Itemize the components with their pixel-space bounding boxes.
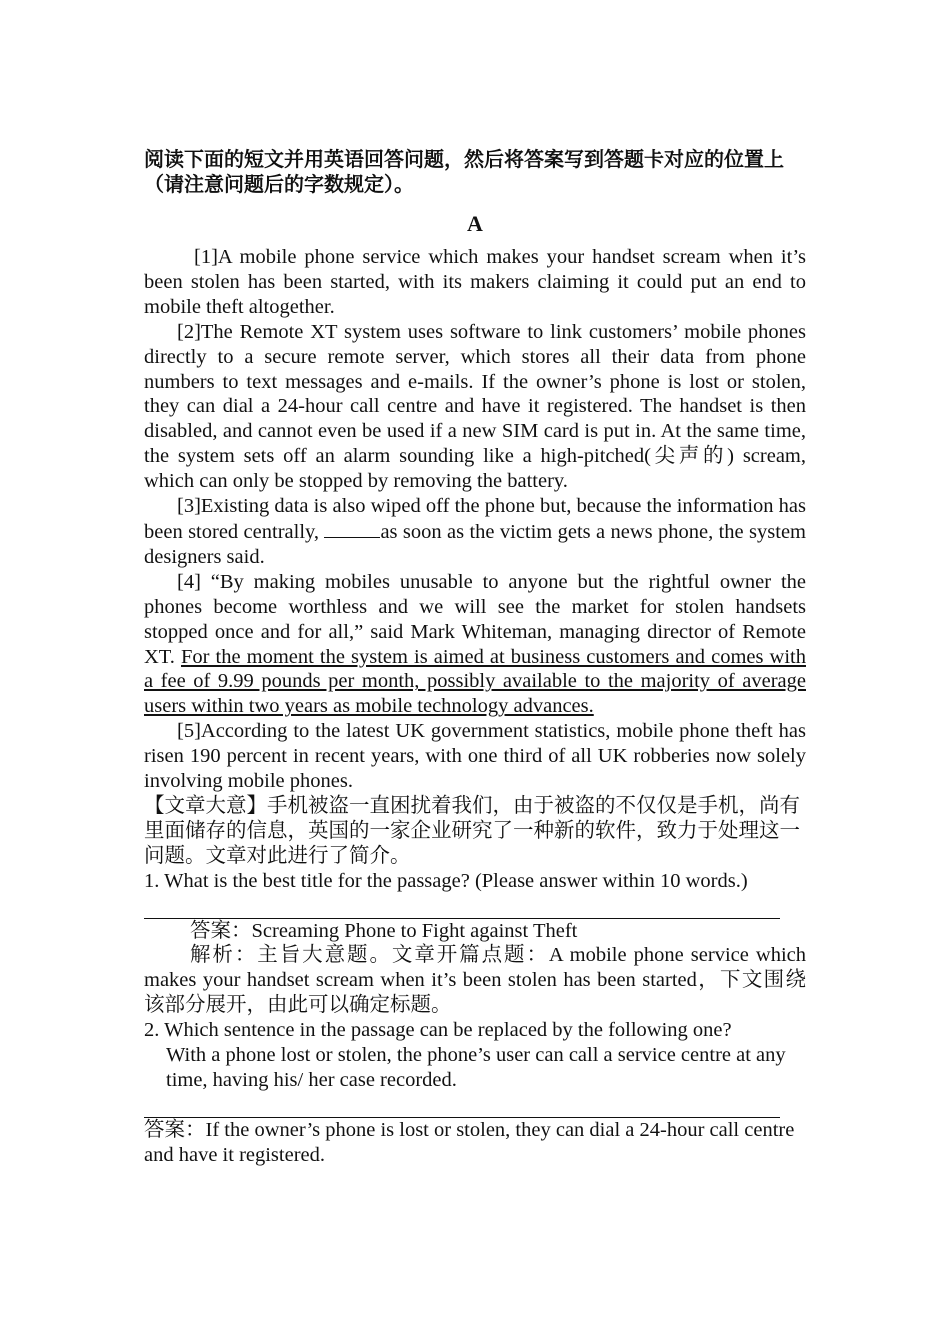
passage-paragraph-2: [2]The Remote XT system uses software to link customers’ mobile phones directly to a secure remote server, which stores all their data from phone numbers to text messages and e-mails. If the owner’s phone is lost or stolen, they can dial a 24-hour call centre and have it registered. The handset is then disabled, and cannot even be used if a new SIM card is put in. At the same time, the system sets off an alarm sounding like a high-pitched(尖声的) scream, which can only be stopped by removing the battery. bbox=[144, 320, 806, 493]
passage-paragraph-4 bbox=[144, 570, 806, 719]
question-2: 2. Which sentence in the passage can be replaced by the following one? bbox=[144, 1019, 732, 1042]
article-summary: 【文章大意】手机被盗一直困扰着我们，由于被盗的不仅仅是手机，尚有里面储存的信息，英国的一家企业研究了一种新的软件，致力于处理这一问题。文章对此进行了简介。 bbox=[144, 794, 800, 867]
fill-in-blank bbox=[324, 519, 380, 538]
answer-1: 答案：Screaming Phone to Fight against Theft bbox=[190, 919, 578, 942]
instruction: 阅读下面的短文并用英语回答问题，然后将答案写到答题卡对应的位置上（请注意问题后的字数规定）。 bbox=[144, 149, 784, 196]
answer-2: 答案：If the owner’s phone is lost or stolen, they can dial a 24-hour call centre and have it registered. bbox=[144, 1118, 795, 1166]
passage-paragraph-1: [1]A mobile phone service which makes your handset scream when it’s been stolen has been started, with its makers claiming it could put an end to mobile theft altogether. bbox=[144, 246, 806, 318]
passage-paragraph-5: [5]According to the latest UK government statistics, mobile phone theft has risen 190 percent in recent years, with one third of all UK robberies now solely involving mobile phones. bbox=[144, 720, 806, 793]
passage-paragraph-3 bbox=[144, 494, 806, 570]
question-1: 1. What is the best title for the passage? (Please answer within 10 words.) bbox=[144, 869, 748, 892]
paragraph-3-after-blank: as soon as the victim gets a news phone, the system designers said. bbox=[144, 520, 806, 568]
document-page bbox=[144, 148, 806, 1168]
underlined-sentence: For the moment the system is aimed at business customers and comes with a fee of 9.99 pounds per month, possibly available to the majority of average users within two years as mobile technology advances. bbox=[144, 645, 806, 718]
answer-line-2 bbox=[144, 1093, 780, 1118]
analysis-1: 解析：主旨大意题。文章开篇点题：A mobile phone service which makes your handset scream when it’s been stolen has been started，下文围绕该部分展开，由此可以确定标题。 bbox=[144, 944, 806, 1017]
answer-line-1 bbox=[144, 894, 780, 919]
paragraph-4-text: [4] “By making mobiles unusable to anyone but the rightful owner the phones become worthless and we will see the market for stolen handsets stopped once and for all,” said Mark Whiteman, managing director of Remote XT. bbox=[144, 570, 806, 668]
question-2-sentence: With a phone lost or stolen, the phone’s user can call a service centre at any time, having his/ her case recorded. bbox=[166, 1044, 786, 1091]
section-heading: A bbox=[467, 211, 483, 236]
paragraph-3-before-blank: [3]Existing data is also wiped off the phone but, because the information has been stored centrally, bbox=[144, 495, 806, 543]
